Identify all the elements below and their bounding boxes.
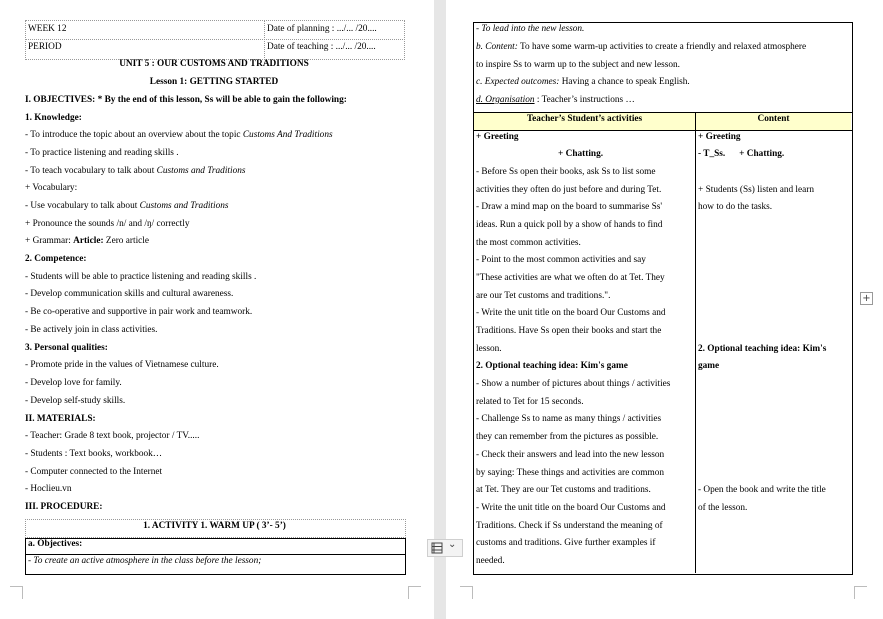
page-gutter — [434, 0, 446, 619]
activity-line: ideas. Run a quick poll by a show of hands to find — [476, 220, 663, 230]
knowledge-heading: 1. Knowledge: — [25, 113, 82, 123]
objectives-heading: I. OBJECTIVES: * By the end of this lesson, Ss will be able to gain the following: — [25, 95, 347, 105]
content-line: to inspire Ss to warm up to the subject and new lesson. — [476, 60, 680, 70]
objective-line: - To lead into the new lesson. — [476, 24, 585, 34]
knowledge-item: - Use vocabulary to talk about Customs and Traditions — [25, 201, 229, 211]
activity-line: - Check their answers and lead into the new lesson — [476, 450, 665, 460]
activity-line: - Challenge Ss to name as many things / activities — [476, 414, 662, 424]
content-line: b. Content: To have some warm-up activities to create a friendly and relaxed atmosphere — [476, 42, 807, 52]
page-corner-mark — [10, 586, 23, 599]
activity-line: 2. Optional teaching idea: Kim's game — [476, 361, 628, 371]
activity-line: are our Tet customs and traditions.". — [476, 291, 611, 301]
period-label: PERIOD — [28, 42, 62, 52]
knowledge-item: + Vocabulary: — [25, 183, 78, 193]
week-label: WEEK 12 — [28, 24, 67, 34]
materials-item: - Hoclieu.vn — [25, 484, 72, 494]
content-line: 2. Optional teaching idea: Kim's — [698, 344, 827, 354]
lesson-title: Lesson 1: GETTING STARTED — [149, 77, 279, 87]
content-line: of the lesson. — [698, 503, 748, 513]
knowledge-item: + Grammar: Article: Zero article — [25, 236, 149, 246]
content-line: - T_Ss. + Chatting. — [698, 149, 785, 159]
knowledge-item: + Pronounce the sounds /n/ and /ŋ/ correctly — [25, 219, 190, 229]
content-line: - Open the book and write the title — [698, 485, 826, 495]
activity-line: - Write the unit title on the board Our Customs and — [476, 503, 666, 513]
activity-line: Traditions. Check if Ss understand the meaning of — [476, 521, 663, 531]
activity-title: 1. ACTIVITY 1. WARM UP ( 3’- 5’) — [143, 521, 286, 531]
unit-title: UNIT 5 : OUR CUSTOMS AND TRADITIONS — [119, 59, 309, 69]
competence-item: - Be co-operative and supportive in pair work and teamwork. — [25, 307, 253, 317]
materials-item: - Teacher: Grade 8 text book, projector / TV..... — [25, 431, 200, 441]
knowledge-item: - To practice listening and reading skills . — [25, 148, 179, 158]
date-of-planning: Date of planning : .../... /20.... — [267, 24, 377, 34]
personal-item: - Promote pride in the values of Vietnamese culture. — [25, 360, 219, 370]
materials-item: - Students : Text books, workbook… — [25, 449, 163, 459]
activity-line: + Greeting — [476, 132, 519, 142]
personal-item: - Develop self-study skills. — [25, 396, 126, 406]
chevron-down-icon: ⌄ — [448, 539, 457, 550]
activity-line: - Draw a mind map on the board to summarise Ss' — [476, 202, 663, 212]
table-layout-options-button[interactable] — [427, 539, 463, 557]
activity-line: by saying: These things and activities are common — [476, 468, 665, 478]
objectives-box-heading: a. Objectives: — [28, 539, 83, 549]
activity-line: the most common activities. — [476, 238, 581, 248]
activity-line: - Write the unit title on the board Our Customs and — [476, 308, 666, 318]
objectives-box-text: - To create an active atmosphere in the class before the lesson; — [28, 556, 262, 566]
knowledge-item: - To teach vocabulary to talk about Customs and Traditions — [25, 166, 246, 176]
page-corner-mark — [854, 586, 867, 599]
activity-line: Traditions. Have Ss open their books and start the — [476, 326, 662, 336]
table-rule — [473, 130, 852, 131]
materials-heading: II. MATERIALS: — [25, 414, 96, 424]
page-corner-mark — [408, 586, 421, 599]
procedure-heading: III. PROCEDURE: — [25, 502, 103, 512]
organisation-line: d. Organisation : Teacher’s instructions … — [476, 95, 635, 105]
document-page-right[interactable] — [446, 0, 883, 619]
table-column-divider — [695, 112, 696, 573]
personal-qualities-heading: 3. Personal qualities: — [25, 343, 108, 353]
competence-item: - Develop communication skills and cultural awareness. — [25, 289, 234, 299]
expected-outcomes-line: c. Expected outcomes: Having a chance to speak English. — [476, 77, 690, 87]
competence-heading: 2. Competence: — [25, 254, 87, 264]
activity-line: + Chatting. — [558, 149, 604, 159]
knowledge-item: - To introduce the topic about an overview about the topic Customs And Traditions — [25, 130, 333, 140]
content-header: Content — [757, 114, 790, 124]
activity-line: lesson. — [476, 344, 502, 354]
add-row-button[interactable]: + — [860, 292, 873, 305]
activity-line: - Point to the most common activities and say — [476, 255, 646, 265]
materials-item: - Computer connected to the Internet — [25, 467, 163, 477]
activity-line: related to Tet for 15 seconds. — [476, 397, 584, 407]
competence-item: - Be actively join in class activities. — [25, 325, 158, 335]
teacher-student-header: Teacher’s Student’s activities — [526, 114, 643, 124]
content-line: game — [698, 361, 720, 371]
activity-line: at Tet. They are our Tet customs and traditions. — [476, 485, 651, 495]
activity-line: "These activities are what we often do at Tet. They — [476, 273, 665, 283]
table-layout-icon — [431, 542, 443, 560]
activity-line: activities they often do just before and during Tet. — [476, 185, 662, 195]
activity-line: they can remember from the pictures as possible. — [476, 432, 659, 442]
activity-line: - Before Ss open their books, ask Ss to list some — [476, 167, 656, 177]
activity-line: customs and traditions. Give further examples if — [476, 538, 656, 548]
document-page-left[interactable] — [0, 0, 434, 619]
content-line: how to do the tasks. — [698, 202, 773, 212]
competence-item: - Students will be able to practice listening and reading skills . — [25, 272, 257, 282]
personal-item: - Develop love for family. — [25, 378, 122, 388]
content-line: + Greeting — [698, 132, 741, 142]
activity-line: needed. — [476, 556, 505, 566]
date-of-teaching: Date of teaching : .../... /20.... — [267, 42, 376, 52]
content-line: + Students (Ss) listen and learn — [698, 185, 815, 195]
page-corner-mark — [460, 586, 473, 599]
activity-line: - Show a number of pictures about things / activities — [476, 379, 671, 389]
